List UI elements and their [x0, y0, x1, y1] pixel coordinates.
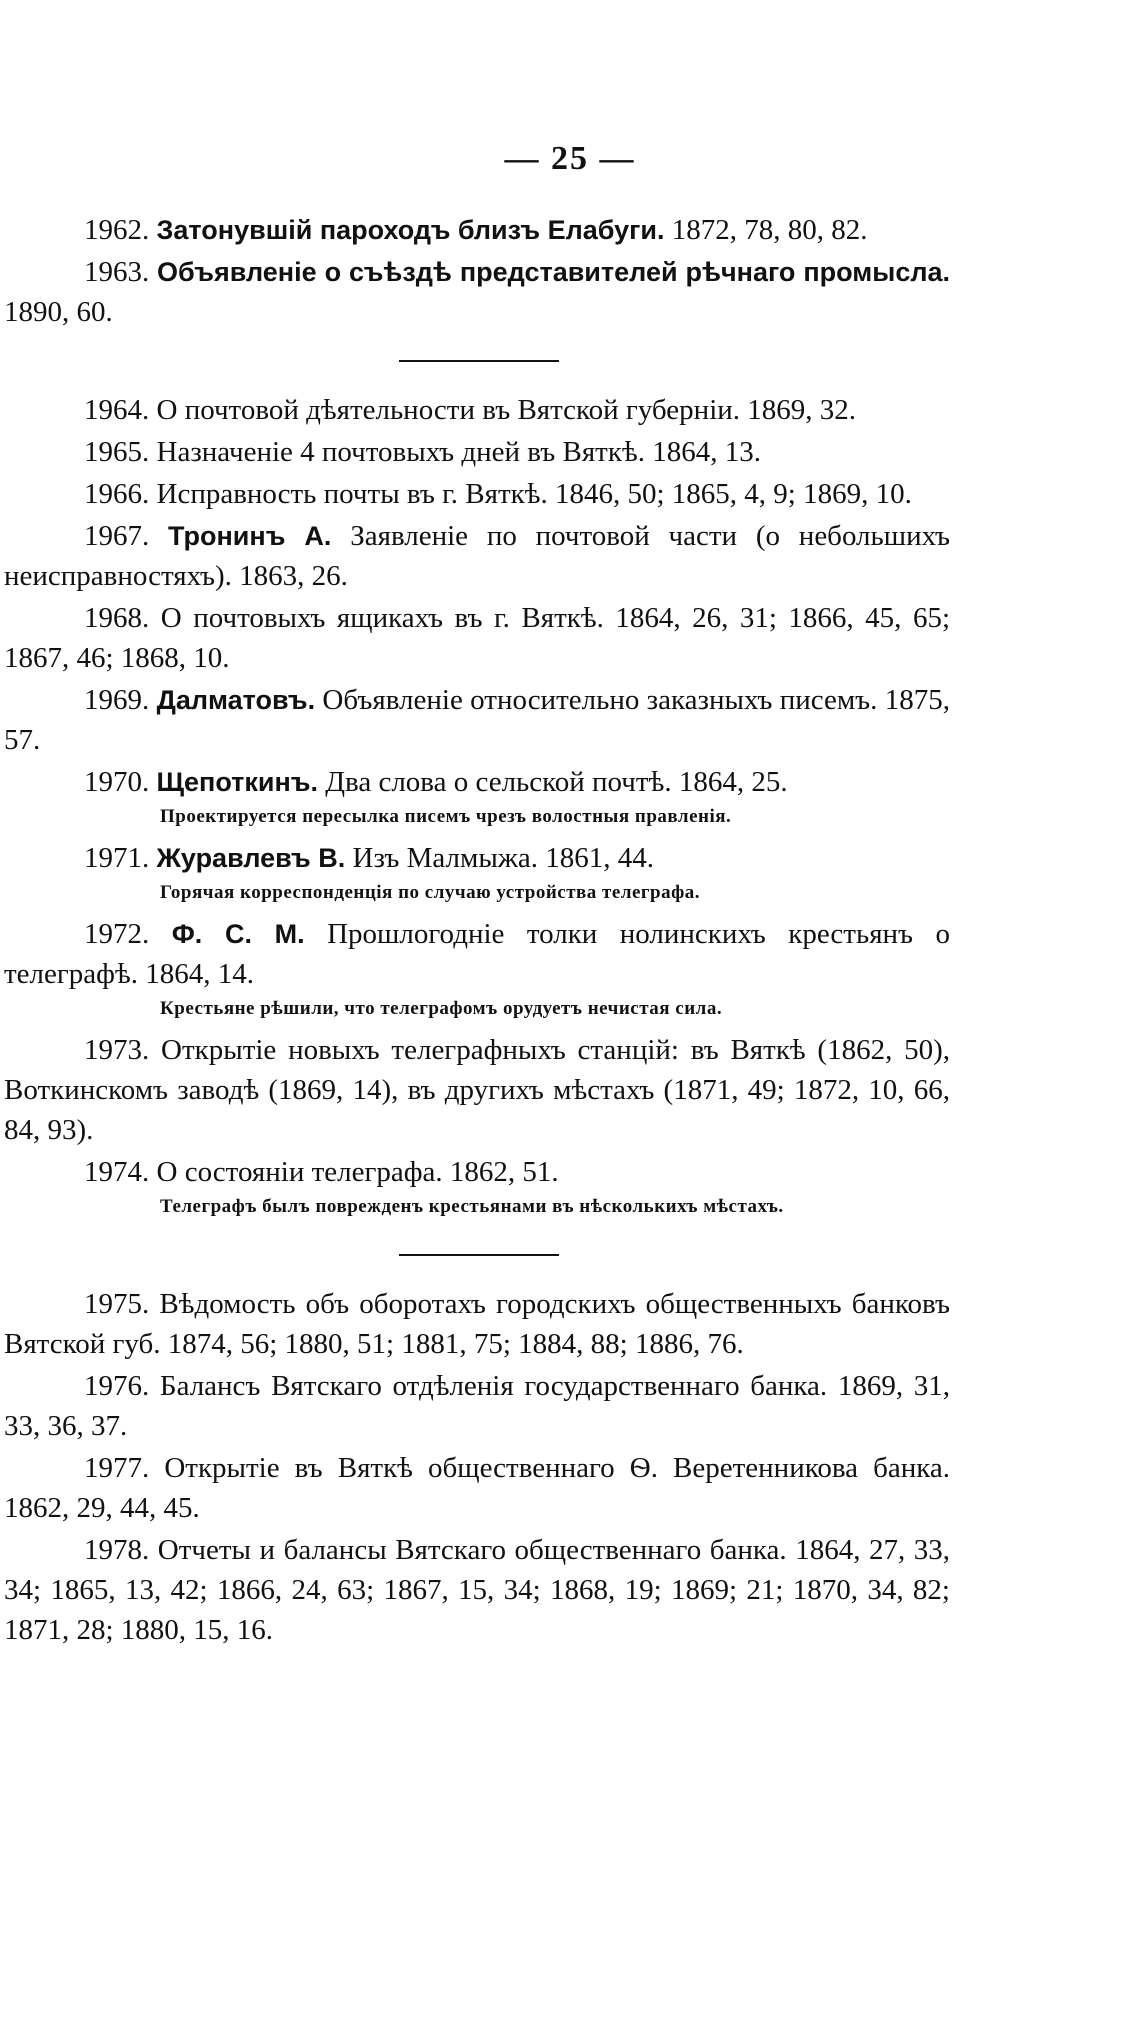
entry-text: Открытіе новыхъ телеграфныхъ станцій: въ Вяткѣ (1862, 50), Воткинскомъ заводѣ (1869, 14), въ другихъ мѣстахъ (1871, 49; 1872, 10, 66, 84, 93). [4, 1034, 950, 1146]
entry-number: 1965. [84, 436, 150, 468]
entry-text: Прошлогодніе толки нолинскихъ крестьянъ о телеграфѣ. 1864, 14. [4, 918, 951, 990]
page-content [4, 210, 950, 1652]
entry-text: Исправность почты въ г. Вяткѣ. 1846, 50; 1865, 4, 9; 1869, 10. [149, 478, 912, 510]
bibliography-entry [4, 680, 950, 760]
entry-number: 1976. [84, 1370, 150, 1402]
entry-number: 1964. [84, 394, 150, 426]
entry-text: О почтовой дѣятельности въ Вятской губерніи. 1869, 32. [149, 394, 857, 426]
bibliography-entry [4, 1152, 950, 1192]
entry-author-or-title: Тронинъ А. [168, 521, 332, 551]
entry-author-or-title: Затонувшій пароходъ близъ Елабуги. [156, 215, 665, 245]
bibliography-entry [4, 838, 950, 878]
bibliography-entry [4, 1530, 950, 1650]
entry-annotation: Крестьяне рѣшили, что телеграфомъ орудуетъ нечистая сила. [160, 998, 723, 1019]
entry-text: О состояніи телеграфа. 1862, 51. [149, 1156, 559, 1188]
entry-number: 1966. [84, 478, 150, 510]
entry-text: Изъ Малмыжа. 1861, 44. [345, 842, 655, 874]
entry-number: 1970. [84, 766, 150, 798]
entry-author-or-title: Ф. С. М. [171, 919, 305, 949]
bibliography-entry [4, 474, 950, 514]
bibliography-entry [4, 598, 950, 678]
entry-text: Отчеты и балансы Вятскаго общественнаго банка. 1864, 27, 33, 34; 1865, 13, 42; 1866, 24, 63; 1867, 15, 34; 1868, 19; 1869; 21; 1870, 34, 82; 1871, 28; 1880, 15, 16. [4, 1534, 950, 1646]
entry-annotation: Проектируется пересылка писемъ чрезъ волостныя правленія. [160, 806, 732, 827]
bibliography-entry [4, 1448, 950, 1528]
entry-text: Открытіе въ Вяткѣ общественнаго Ѳ. Веретенникова банка. 1862, 29, 44, 45. [4, 1452, 950, 1524]
entry-annotation: Горячая корреспонденція по случаю устройства телеграфа. [160, 882, 701, 903]
bibliography-entry [4, 210, 950, 250]
entry-number: 1977. [84, 1452, 150, 1484]
entries-post-and-telegraph [4, 390, 950, 1222]
bibliography-entry [4, 390, 950, 430]
page-number: — 25 — [504, 140, 636, 177]
entry-number: 1975. [84, 1288, 150, 1320]
bibliography-entry [4, 762, 950, 802]
entry-annotation: Телеграфъ былъ поврежденъ крестьянами въ нѣсколькихъ мѣстахъ. [160, 1196, 784, 1217]
entry-author-or-title: Далматовъ. [156, 685, 316, 715]
entry-text: Назначеніе 4 почтовыхъ дней въ Вяткѣ. 1864, 13. [149, 436, 761, 468]
bibliography-entry [4, 1366, 950, 1446]
entry-number: 1963. [84, 256, 150, 288]
entry-text: Балансъ Вятскаго отдѣленія государственнаго банка. 1869, 31, 33, 36, 37. [4, 1370, 950, 1442]
entry-author-or-title: Журавлевъ В. [156, 843, 346, 873]
entry-author-or-title: Объявленіе о съѣздѣ представителей рѣчнаго промысла. [156, 257, 950, 287]
entry-number: 1974. [84, 1156, 150, 1188]
divider-line [399, 1254, 559, 1256]
bibliography-entry [4, 432, 950, 472]
entry-text: О почтовыхъ ящикахъ въ г. Вяткѣ. 1864, 26, 31; 1866, 45, 65; 1867, 46; 1868, 10. [4, 602, 950, 674]
entry-number: 1969. [84, 684, 150, 716]
bibliography-entry [4, 516, 950, 596]
entry-number: 1967. [84, 520, 150, 552]
section-divider-1 [4, 334, 950, 390]
entry-text: Вѣдомость объ оборотахъ городскихъ общественныхъ банковъ Вятской губ. 1874, 56; 1880, 51; 1881, 75; 1884, 88; 1886, 76. [4, 1288, 950, 1360]
entry-number: 1978. [84, 1534, 150, 1566]
entry-author-or-title: Щепоткинъ. [156, 767, 318, 797]
entries-river-navigation [4, 210, 950, 332]
entry-text: Два слова о сельской почтѣ. 1864, 25. [318, 766, 788, 798]
entry-text: Объявленіе относительно заказныхъ писемъ. 1875, 57. [4, 684, 951, 756]
entry-text: Заявленіе по почтовой части (о небольшихъ неисправностяхъ). 1863, 26. [4, 520, 950, 592]
entry-number: 1962. [84, 214, 150, 246]
bibliography-entry [4, 914, 950, 994]
bibliography-entry [4, 1030, 950, 1150]
entry-text: 1872, 78, 80, 82. [664, 214, 868, 246]
entry-number: 1972. [84, 918, 150, 950]
entries-banks [4, 1284, 950, 1650]
entry-text: 1890, 60. [4, 296, 113, 328]
entry-number: 1971. [84, 842, 150, 874]
entry-number: 1973. [84, 1034, 150, 1066]
entry-number: 1968. [84, 602, 150, 634]
section-divider-2 [4, 1228, 950, 1284]
bibliography-entry [4, 1284, 950, 1364]
divider-line [399, 360, 559, 362]
bibliography-entry [4, 252, 950, 332]
